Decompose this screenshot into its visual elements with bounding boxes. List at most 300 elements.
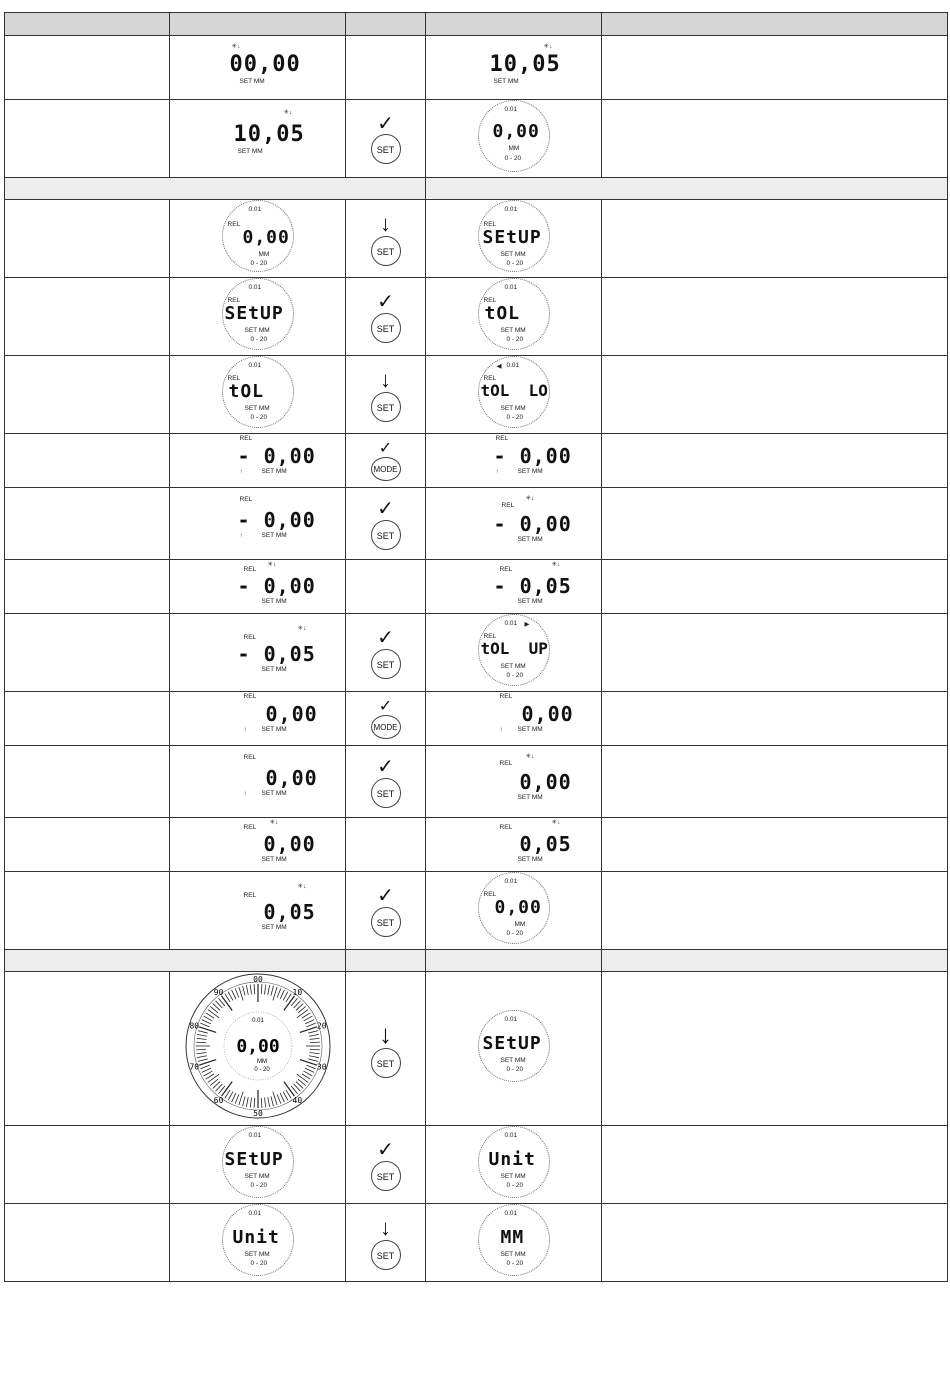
flash-marker-icon: ✳↓	[543, 43, 553, 50]
action-cell	[346, 356, 426, 434]
dial-tick	[306, 1065, 315, 1069]
dial-tick	[201, 1020, 210, 1024]
range-label: 0 - 20	[506, 336, 524, 343]
dial-scale-label: 50	[252, 1109, 263, 1118]
lcd-annunciator: SET MM	[261, 790, 287, 797]
dial-tick	[309, 1053, 319, 1054]
set-button-icon: SET	[371, 134, 401, 164]
lcd-annunciator: MM	[514, 921, 526, 928]
description-cell	[602, 200, 948, 278]
step-cell	[5, 356, 170, 434]
check-arrow-icon: ✓	[377, 290, 394, 313]
table-row	[5, 36, 948, 100]
dial-tick	[308, 1031, 318, 1033]
display-before	[170, 434, 346, 488]
dial-scale-label: 70	[188, 1062, 199, 1072]
lcd-digits: 0,05	[519, 832, 572, 856]
resolution-label: 0.01	[248, 362, 262, 369]
dial-tick	[303, 1016, 312, 1021]
lcd-digits: - 0,00	[237, 574, 316, 598]
resolution-label: 0.01	[504, 620, 518, 627]
dial-tick	[270, 986, 272, 996]
table-row	[5, 488, 948, 560]
lcd-text: tOL LO	[480, 381, 548, 400]
display-before	[170, 278, 346, 356]
lcd-digits: 0,00	[242, 227, 290, 248]
step-cell	[5, 692, 170, 746]
resolution-label: 0.01	[504, 878, 518, 885]
display-before	[170, 872, 346, 950]
resolution-label: 0.01	[504, 106, 518, 113]
lcd-annunciator: SET MM	[261, 726, 287, 733]
description-cell	[602, 1126, 948, 1204]
down-arrow-icon: ↓	[380, 366, 391, 392]
description-cell	[602, 100, 948, 178]
dial-tick	[197, 1056, 207, 1058]
lcd-digits: 0,00	[265, 702, 318, 726]
step-cell	[5, 278, 170, 356]
set-button-icon: SET	[371, 1161, 401, 1191]
dial-tick	[196, 1038, 206, 1039]
description-cell	[602, 278, 948, 356]
flash-marker-icon: ↑	[499, 726, 503, 733]
rel-annunciator: REL	[483, 297, 497, 304]
dial-scale-label: 30	[316, 1062, 327, 1072]
display-before	[170, 488, 346, 560]
check-arrow-icon: ✓	[378, 439, 393, 457]
flash-marker-icon: ✳↓	[525, 495, 535, 502]
set-button-icon: SET	[371, 1048, 401, 1078]
display-before	[170, 1126, 346, 1204]
dial-tick	[277, 1094, 281, 1103]
section-cell	[426, 178, 948, 200]
dial-tick	[254, 1098, 255, 1108]
flash-marker-icon: ✳↓	[269, 819, 279, 826]
dial-tick	[283, 1082, 294, 1097]
check-arrow-icon: ✓	[377, 497, 394, 520]
resolution-label: 0.01	[248, 1210, 262, 1217]
lcd-annunciator: SET MM	[261, 666, 287, 673]
lcd-annunciator: SET MM	[261, 468, 287, 475]
header-cell	[602, 13, 948, 36]
action-cell	[346, 818, 426, 872]
table-row	[5, 356, 948, 434]
dial-tick	[197, 1031, 207, 1033]
lcd-annunciator: SET MM	[517, 856, 543, 863]
dial-tick	[296, 1010, 307, 1018]
display-before	[170, 356, 346, 434]
set-button-icon: SET	[371, 778, 401, 808]
resolution-label: 0.01	[504, 1016, 518, 1023]
dial-tick	[296, 1074, 307, 1082]
lcd-annunciator: SET MM	[244, 327, 270, 334]
dial-tick	[246, 1097, 248, 1107]
flash-marker-icon: ✳↓	[551, 819, 561, 826]
range-label: 0 - 20	[506, 672, 524, 679]
lcd-annunciator: SET MM	[244, 1173, 270, 1180]
step-cell	[5, 100, 170, 178]
display-before	[170, 614, 346, 692]
dial-tick	[309, 1056, 319, 1058]
step-cell	[5, 36, 170, 100]
header-cell	[426, 13, 602, 36]
range-label: 0 - 20	[506, 1182, 524, 1189]
dial-tick	[228, 992, 233, 1001]
lcd-annunciator: SET MM	[500, 1173, 526, 1180]
action-cell	[346, 278, 426, 356]
mode-button-icon: MODE	[371, 457, 401, 481]
range-label: 0 - 20	[504, 155, 522, 162]
lcd-annunciator: SET MM	[261, 532, 287, 539]
display-after	[426, 614, 602, 692]
flash-marker-icon: ✳↓	[283, 109, 293, 116]
mode-button-icon: MODE	[371, 715, 401, 739]
lcd-text: MM	[500, 1227, 525, 1248]
step-cell	[5, 560, 170, 614]
lcd-digits: - 0,05	[493, 574, 572, 598]
table-row	[5, 692, 948, 746]
table-row	[5, 434, 948, 488]
lcd-digits: 00,00	[229, 52, 301, 77]
lcd-annunciator: MM	[508, 145, 520, 152]
table-row	[5, 872, 948, 950]
rel-annunciator: REL	[499, 760, 513, 767]
lcd-digits: - 0,00	[493, 512, 572, 536]
range-label: 0 - 20	[253, 1067, 270, 1073]
table-row	[5, 1204, 948, 1282]
display-after	[426, 356, 602, 434]
flash-marker-icon: ✳↓	[297, 883, 307, 890]
dial-tick	[254, 984, 255, 994]
dial-scale-label: 10	[292, 987, 302, 997]
dial-tick	[306, 1023, 315, 1027]
dial-tick	[231, 1093, 235, 1102]
right-pointer-icon: ▶	[524, 621, 530, 628]
dial-scale-label: 60	[213, 1096, 223, 1106]
dial-tick	[272, 1092, 276, 1105]
dial-scale-label: 40	[292, 1096, 302, 1106]
dial-scale-label: 90	[213, 987, 223, 997]
section-cell	[602, 950, 948, 972]
table-row	[5, 560, 948, 614]
description-cell	[602, 872, 948, 950]
display-before	[170, 200, 346, 278]
check-arrow-icon: ✓	[377, 626, 394, 649]
description-cell	[602, 972, 948, 1126]
dial-tick	[235, 1094, 239, 1103]
rel-annunciator: REL	[243, 693, 257, 700]
dial-tick	[221, 996, 232, 1011]
lcd-digits: - 0,00	[493, 444, 572, 468]
lcd-text: tOL	[228, 381, 265, 402]
dial-tick	[246, 985, 248, 995]
display-before	[170, 36, 346, 100]
rel-annunciator: REL	[243, 634, 257, 641]
resolution-label: 0.01	[504, 206, 518, 213]
dial-tick	[250, 984, 251, 994]
dial-tick	[267, 1097, 269, 1107]
dial-tick	[283, 1092, 288, 1101]
lcd-annunciator: SET MM	[237, 148, 263, 155]
section-band	[5, 950, 948, 972]
header-cell	[170, 13, 346, 36]
action-cell	[346, 434, 426, 488]
section-cell	[346, 950, 426, 972]
lcd-annunciator: SET MM	[517, 726, 543, 733]
check-arrow-icon: ✓	[377, 1138, 394, 1161]
dial-tick	[242, 1096, 244, 1106]
display-before	[170, 1204, 346, 1282]
range-label: 0 - 20	[506, 1260, 524, 1267]
flash-marker-icon: ✳↓	[231, 43, 241, 50]
dial-tick	[228, 1092, 233, 1101]
display-after	[426, 278, 602, 356]
section-cell	[426, 950, 602, 972]
action-cell	[346, 100, 426, 178]
rel-annunciator: REL	[499, 824, 513, 831]
dial-tick	[196, 1042, 206, 1043]
check-arrow-icon: ✓	[377, 884, 394, 907]
dial-tick	[280, 1093, 284, 1102]
range-label: 0 - 20	[250, 1182, 268, 1189]
lcd-digits: 10,05	[489, 52, 561, 77]
set-button-icon: SET	[371, 313, 401, 343]
dial-tick	[197, 1034, 207, 1036]
set-button-icon: SET	[371, 1240, 401, 1270]
resolution-label: 0.01	[504, 1210, 518, 1217]
lcd-text: tOL UP	[480, 639, 548, 658]
dial-tick	[207, 1074, 218, 1082]
action-cell	[346, 560, 426, 614]
lcd-annunciator: SET MM	[500, 251, 526, 258]
action-cell	[346, 200, 426, 278]
set-button-icon: SET	[371, 907, 401, 937]
dial-tick	[197, 1059, 207, 1061]
dial-tick	[201, 1068, 210, 1072]
dial-tick	[270, 1096, 272, 1106]
dial-tick	[283, 996, 294, 1011]
flash-marker-icon: ↑	[495, 468, 499, 475]
section-cell	[5, 950, 346, 972]
resolution-label: 0.01	[248, 284, 262, 291]
step-cell	[5, 1204, 170, 1282]
rel-annunciator: REL	[483, 891, 497, 898]
dial-tick	[280, 990, 284, 999]
set-button-icon: SET	[371, 520, 401, 550]
lcd-annunciator: SET MM	[500, 327, 526, 334]
analog-dial	[183, 972, 333, 1120]
dial-tick	[267, 985, 269, 995]
lcd-digits: - 0,00	[237, 508, 316, 532]
lcd-annunciator: SET MM	[500, 1251, 526, 1258]
flash-marker-icon: ✳↓	[267, 561, 277, 568]
dial-tick	[200, 1065, 209, 1069]
lcd-text: Unit	[488, 1149, 536, 1170]
description-cell	[602, 818, 948, 872]
display-after	[426, 692, 602, 746]
lcd-annunciator: SET MM	[261, 598, 287, 605]
display-after	[426, 1204, 602, 1282]
display-after	[426, 560, 602, 614]
range-label: 0 - 20	[506, 414, 524, 421]
lcd-annunciator: SET MM	[261, 924, 287, 931]
section-band	[5, 178, 948, 200]
description-cell	[602, 1204, 948, 1282]
lcd-digits: 0,00	[235, 1036, 280, 1057]
action-cell	[346, 872, 426, 950]
description-cell	[602, 692, 948, 746]
lcd-digits: 10,05	[233, 122, 305, 147]
display-after	[426, 818, 602, 872]
display-before	[170, 560, 346, 614]
lcd-digits: 0,00	[492, 121, 540, 142]
dial-tick	[203, 1071, 212, 1076]
rel-annunciator: REL	[483, 633, 497, 640]
display-before	[170, 746, 346, 818]
display-after	[426, 972, 602, 1126]
action-cell	[346, 692, 426, 746]
rel-annunciator: REL	[227, 221, 241, 228]
action-cell	[346, 972, 426, 1126]
flash-marker-icon: ✳↓	[297, 625, 307, 632]
dial-tick	[250, 1098, 251, 1108]
range-label: 0 - 20	[506, 260, 524, 267]
resolution-label: 0.01	[504, 1132, 518, 1139]
dial-tick	[283, 992, 288, 1001]
dial-tick	[196, 1053, 206, 1054]
lcd-annunciator: SET MM	[244, 1251, 270, 1258]
lcd-text: SEtUP	[482, 1033, 542, 1054]
rel-annunciator: REL	[483, 375, 497, 382]
display-after	[426, 200, 602, 278]
action-cell	[346, 1126, 426, 1204]
dial-tick	[261, 1098, 262, 1108]
range-label: 0 - 20	[250, 336, 268, 343]
step-cell	[5, 746, 170, 818]
check-arrow-icon: ✓	[377, 755, 394, 778]
table-row	[5, 200, 948, 278]
lcd-text: SEtUP	[224, 1149, 284, 1170]
action-cell	[346, 36, 426, 100]
dial-tick	[203, 1016, 212, 1021]
rel-annunciator: REL	[499, 566, 513, 573]
rel-annunciator: REL	[243, 892, 257, 899]
action-cell	[346, 746, 426, 818]
dial-scale-label: 80	[188, 1021, 199, 1031]
lcd-digits: 0,00	[519, 770, 572, 794]
display-after	[426, 100, 602, 178]
lcd-annunciator: SET MM	[500, 663, 526, 670]
flash-marker-icon: ↑	[239, 532, 243, 539]
action-cell	[346, 1204, 426, 1282]
rel-annunciator: REL	[239, 496, 253, 503]
range-label: 0 - 20	[250, 260, 268, 267]
lcd-annunciator: SET MM	[493, 78, 519, 85]
dial-tick	[238, 987, 242, 1000]
dial-tick	[231, 990, 235, 999]
description-cell	[602, 356, 948, 434]
table-row	[5, 614, 948, 692]
lcd-digits: - 0,05	[237, 642, 316, 666]
set-button-icon: SET	[371, 649, 401, 679]
rel-annunciator: REL	[499, 693, 513, 700]
rel-annunciator: REL	[501, 502, 515, 509]
lcd-digits: - 0,00	[237, 444, 316, 468]
down-arrow-icon: ↓	[379, 1018, 392, 1049]
down-arrow-icon: ↓	[380, 210, 391, 236]
lcd-annunciator: SET MM	[244, 405, 270, 412]
description-cell	[602, 746, 948, 818]
range-label: 0 - 20	[506, 930, 524, 937]
lcd-annunciator: SET MM	[517, 536, 543, 543]
lcd-annunciator: SET MM	[261, 856, 287, 863]
lcd-text: SEtUP	[482, 227, 542, 248]
flash-marker-icon: ↑	[239, 468, 243, 475]
resolution-label: 0.01	[506, 362, 520, 369]
dial-tick	[207, 1010, 218, 1018]
display-before	[170, 818, 346, 872]
table-row	[5, 818, 948, 872]
dial-tick	[221, 1082, 232, 1097]
display-after	[426, 488, 602, 560]
dial-tick	[200, 1023, 209, 1027]
lcd-annunciator: MM	[256, 1059, 267, 1065]
dial-tick	[308, 1059, 318, 1061]
dial-tick	[309, 1049, 319, 1050]
lcd-annunciator: SET MM	[500, 405, 526, 412]
lcd-digits: 0,05	[263, 900, 316, 924]
flash-marker-icon: ↑	[243, 726, 247, 733]
section-cell	[5, 178, 426, 200]
description-cell	[602, 560, 948, 614]
step-cell	[5, 614, 170, 692]
resolution-label: 0.01	[248, 206, 262, 213]
down-arrow-icon: ↓	[380, 1214, 391, 1240]
lcd-annunciator: MM	[258, 251, 270, 258]
header-cell	[346, 13, 426, 36]
display-after	[426, 872, 602, 950]
step-cell	[5, 434, 170, 488]
lcd-annunciator: SET MM	[517, 598, 543, 605]
display-after	[426, 434, 602, 488]
dial-tick	[303, 1071, 312, 1076]
rel-annunciator: REL	[243, 754, 257, 761]
left-pointer-icon: ◀	[496, 363, 502, 370]
display-before	[170, 972, 346, 1126]
lcd-digits: 0,00	[263, 832, 316, 856]
dial-tick	[242, 986, 244, 996]
rel-annunciator: REL	[239, 435, 253, 442]
description-cell	[602, 434, 948, 488]
dial-tick	[309, 1038, 319, 1039]
lcd-annunciator: SET MM	[239, 78, 265, 85]
display-before	[170, 692, 346, 746]
step-cell	[5, 818, 170, 872]
action-cell	[346, 488, 426, 560]
step-cell	[5, 200, 170, 278]
display-before	[170, 100, 346, 178]
dial-tick	[272, 987, 276, 1000]
table-row	[5, 746, 948, 818]
step-cell	[5, 972, 170, 1126]
flash-marker-icon: ↑	[243, 790, 247, 797]
dial-scale-label: 20	[316, 1021, 327, 1031]
step-cell	[5, 872, 170, 950]
rel-annunciator: REL	[243, 824, 257, 831]
description-cell	[602, 36, 948, 100]
action-cell	[346, 614, 426, 692]
lcd-annunciator: SET MM	[517, 794, 543, 801]
